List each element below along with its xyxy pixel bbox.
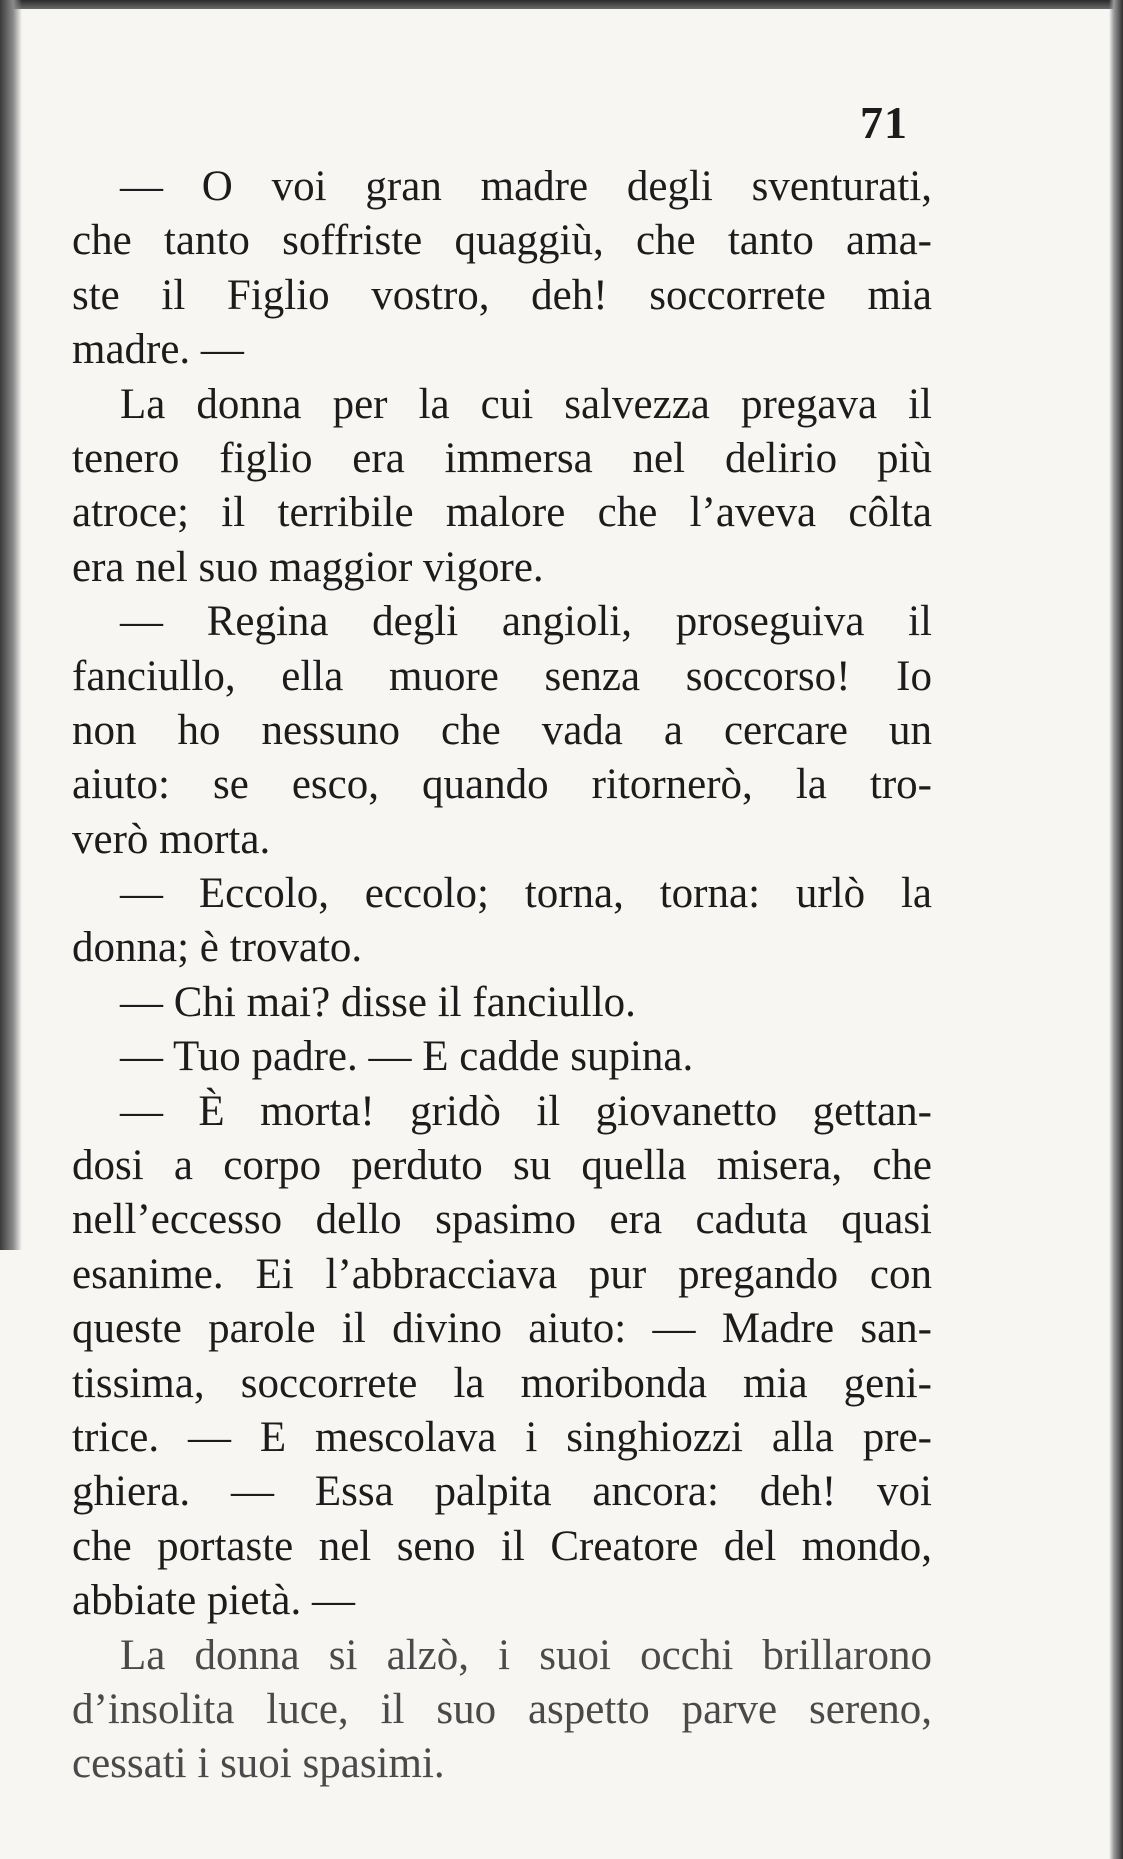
text-line: abbiate pietà. — [72,1577,355,1625]
text-line: tissima, soccorrete la moribonda mia geni- [72,1359,932,1407]
text-line: — Tuo padre. — E cadde supina. [120,1033,694,1081]
text-line: d’insolita luce, il suo aspetto parve sereno, [72,1685,932,1733]
text-line: — È morta! gridò il giovanetto gettan- [120,1087,932,1135]
text-line: — O voi gran madre degli sventurati, [120,163,932,210]
text-line: — Regina degli angioli, proseguiva il [120,598,932,646]
text-line: donna; è trovato. [72,924,363,972]
page-top-edge [0,0,1123,9]
text-line: ste il Figlio vostro, deh! soccorrete mia [72,271,932,319]
text-line: madre. — [72,326,244,374]
text-line: cessati i suoi spasimi. [72,1740,445,1788]
text-line: queste parole il divino aiuto: — Madre san- [72,1305,932,1353]
text-line: esanime. Ei l’abbracciava pur pregando con [72,1250,932,1298]
page-body-text [72,160,932,1792]
text-line: trice. — E mescolava i singhiozzi alla pre- [72,1413,932,1461]
text-line: La donna per la cui salvezza pregava il [120,380,932,428]
text-line: tenero figlio era immersa nel delirio più [72,434,932,482]
page-left-edge [0,0,22,1250]
text-line: verò morta. [72,815,271,863]
text-line: La donna si alzò, i suoi occhi brillarono [120,1631,932,1679]
text-line: atroce; il terribile malore che l’aveva côlta [72,489,932,537]
text-line: — Eccolo, eccolo; torna, torna: urlò la [120,870,932,918]
text-line: ghiera. — Essa palpita ancora: deh! voi [72,1468,932,1516]
page-right-edge [1109,0,1123,1859]
text-line: fanciullo, ella muore senza soccorso! Io [72,652,932,700]
text-line: era nel suo maggior vigore. [72,543,544,591]
text-line: nell’eccesso dello spasimo era caduta quasi [72,1196,932,1244]
text-line: aiuto: se esco, quando ritornerò, la tro- [72,761,932,809]
text-line: che tanto soffriste quaggiù, che tanto ama- [72,217,932,265]
text-line: — Chi mai? disse il fanciullo. [120,978,636,1026]
text-line: non ho nessuno che vada a cercare un [72,706,932,754]
text-line: dosi a corpo perduto su quella misera, che [72,1142,932,1190]
text-line: che portaste nel seno il Creatore del mondo, [72,1522,932,1570]
page-number: 71 [860,97,908,148]
